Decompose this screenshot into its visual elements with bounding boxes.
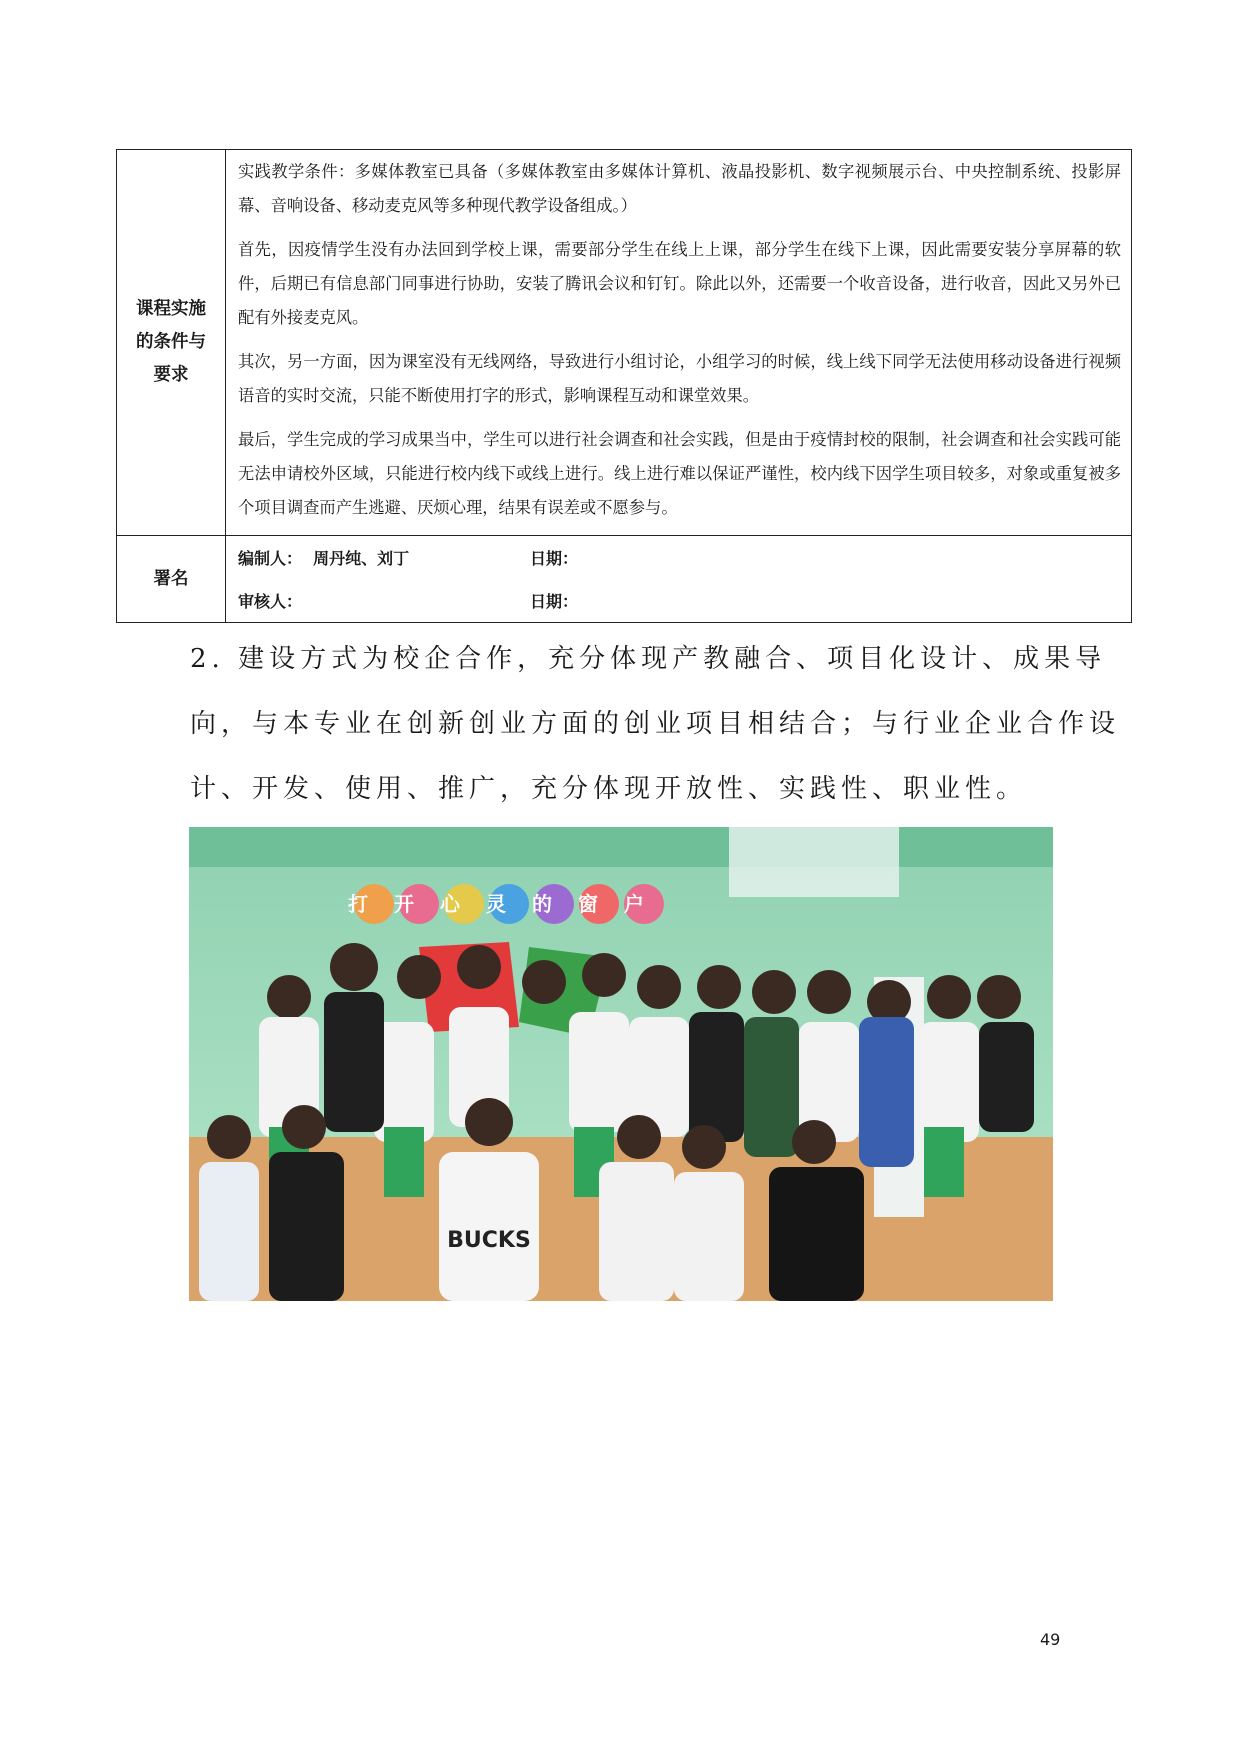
conditions-content (226, 150, 1132, 536)
editor-line (238, 536, 1121, 579)
reviewer-line (238, 579, 1121, 622)
paragraph-conditions: 实践教学条件：多媒体教室已具备（多媒体教室由多媒体计算机、液晶投影机、数字视频展示台、中央控制系统、投影屏幕、音响设备、移动麦克风等多种现代教学设备组成。） (238, 161, 1121, 215)
editor-field: 编制人： 周丹纯、刘丁 (238, 549, 410, 568)
signature-content (226, 536, 1132, 623)
signature-row (117, 536, 1132, 623)
class-group-photo (189, 827, 1053, 1301)
body-line-3: 计、开发、使用、推广，充分体现开放性、实践性、职业性。 (190, 774, 1028, 804)
signature-label: 署名 (117, 536, 226, 623)
shirt-text: BUCKS (447, 1228, 531, 1253)
paragraph-second: 其次，另一方面，因为课室没有无线网络，导致进行小组讨论，小组学习的时候，线上线下同学无法使用移动设备进行视频语音的实时交流，只能不断使用打字的形式，影响课程互动和课堂效果。 (238, 351, 1121, 405)
body-line-1: 2. 建设方式为校企合作，充分体现产教融合、项目化设计、成果导 (190, 644, 1107, 674)
paragraph-last: 最后，学生完成的学习成果当中，学生可以进行社会调查和社会实践，但是由于疫情封校的限制，社会调查和社会实践可能无法申请校外区域，只能进行校内线下或线上进行。线上进行难以保证严谨性，校内线下因学生项目较多，对象或重复被多个项目调查而产生逃避、厌烦心理，结果有误差或不愿参与。 (238, 429, 1121, 517)
body-line-2: 向，与本专业在创新创业方面的创业项目相结合；与行业企业合作设 (190, 709, 1121, 739)
conditions-label: 课程实施的条件与要求 (117, 150, 226, 536)
group-photo-illustration (189, 827, 1053, 1301)
editor-date-field: 日期： (530, 549, 579, 568)
course-info-table (116, 149, 1132, 623)
conditions-row (117, 150, 1132, 536)
page-number: 49 (1040, 1630, 1061, 1649)
reviewer-date-field: 日期： (530, 592, 579, 611)
paragraph-first: 首先，因疫情学生没有办法回到学校上课，需要部分学生在线上上课，部分学生在线下上课，因此需要安装分享屏幕的软件，后期已有信息部门同事进行协助，安装了腾讯会议和钉钉。除此以外，还需要一个收音设备，进行收音，因此又另外已配有外接麦克风。 (238, 239, 1121, 327)
reviewer-field: 审核人： (238, 592, 303, 611)
banner-text: 打开心灵的窗户 (348, 892, 670, 916)
